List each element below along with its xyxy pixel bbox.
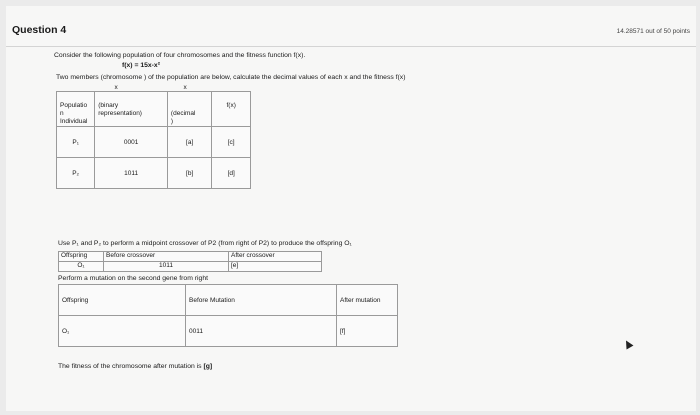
row-individual: P₁ <box>57 127 95 158</box>
col-before-crossover-header: Before crossover <box>104 252 229 262</box>
col-offspring-header: Offspring <box>59 252 104 262</box>
population-table-header <box>57 92 251 127</box>
population-table <box>56 83 251 189</box>
blank-e: [e] <box>229 262 322 272</box>
crossover-table <box>58 251 322 272</box>
blank-g: [g] <box>203 363 213 370</box>
row-binary: 0001 <box>95 127 168 158</box>
crossover-table-header <box>59 252 322 262</box>
col-binary-header: (binary representation) <box>95 92 168 127</box>
row-offspring: O₁ <box>59 262 104 272</box>
col-before-mutation-header: Before Mutation <box>186 285 337 316</box>
col-fitness-header: f(x) <box>212 92 251 127</box>
blank-a: [a] <box>167 127 211 158</box>
row-individual: P₂ <box>57 158 95 189</box>
points-label: 14.28571 out of 50 points <box>616 28 690 35</box>
blank-b: [b] <box>167 158 211 189</box>
intro-line-2: Two members (chromosome ) of the population are below, calculate the decimal values of each x and the fitness f(x) <box>56 74 406 81</box>
row-before-mutation: 0011 <box>186 316 337 347</box>
crossover-row <box>59 262 322 272</box>
crossover-instruction: Use P₁ and P₂ to perform a midpoint crossover of P2 (from right of P2) to produce the offspring O₁ <box>58 240 352 247</box>
mutation-row <box>59 316 398 347</box>
col-individual-header: x Populatio n Individual <box>57 92 95 127</box>
population-row-p2 <box>57 158 251 189</box>
blank-d: [d] <box>212 158 251 189</box>
mutation-instruction: Perform a mutation on the second gene from right <box>58 275 208 282</box>
col-after-mutation-header: After mutation <box>337 285 398 316</box>
col-after-crossover-header: After crossover <box>229 252 322 262</box>
col-offspring-header: Offspring <box>59 285 186 316</box>
row-before-crossover: 1011 <box>104 262 229 272</box>
row-offspring: O₁ <box>59 316 186 347</box>
blank-f: [f] <box>337 316 398 347</box>
blank-c: [c] <box>212 127 251 158</box>
x-mark-2: x <box>183 83 187 91</box>
fitness-after-mutation-text: The fitness of the chromosome after mutation is <box>58 363 202 370</box>
population-row-p1 <box>57 127 251 158</box>
mutation-table <box>58 284 398 347</box>
question-page <box>6 6 696 411</box>
row-binary: 1011 <box>95 158 168 189</box>
x-mark-1: x <box>114 83 118 91</box>
mutation-table-header <box>59 285 398 316</box>
fitness-function: f(x) = 15x-x² <box>122 62 160 69</box>
question-title: Question 4 <box>12 24 67 36</box>
col-decimal-header: x (decimal ) <box>167 92 211 127</box>
fitness-after-mutation <box>58 363 212 370</box>
header-divider <box>6 46 696 47</box>
intro-line-1: Consider the following population of four chromosomes and the fitness function f(x). <box>54 52 306 59</box>
